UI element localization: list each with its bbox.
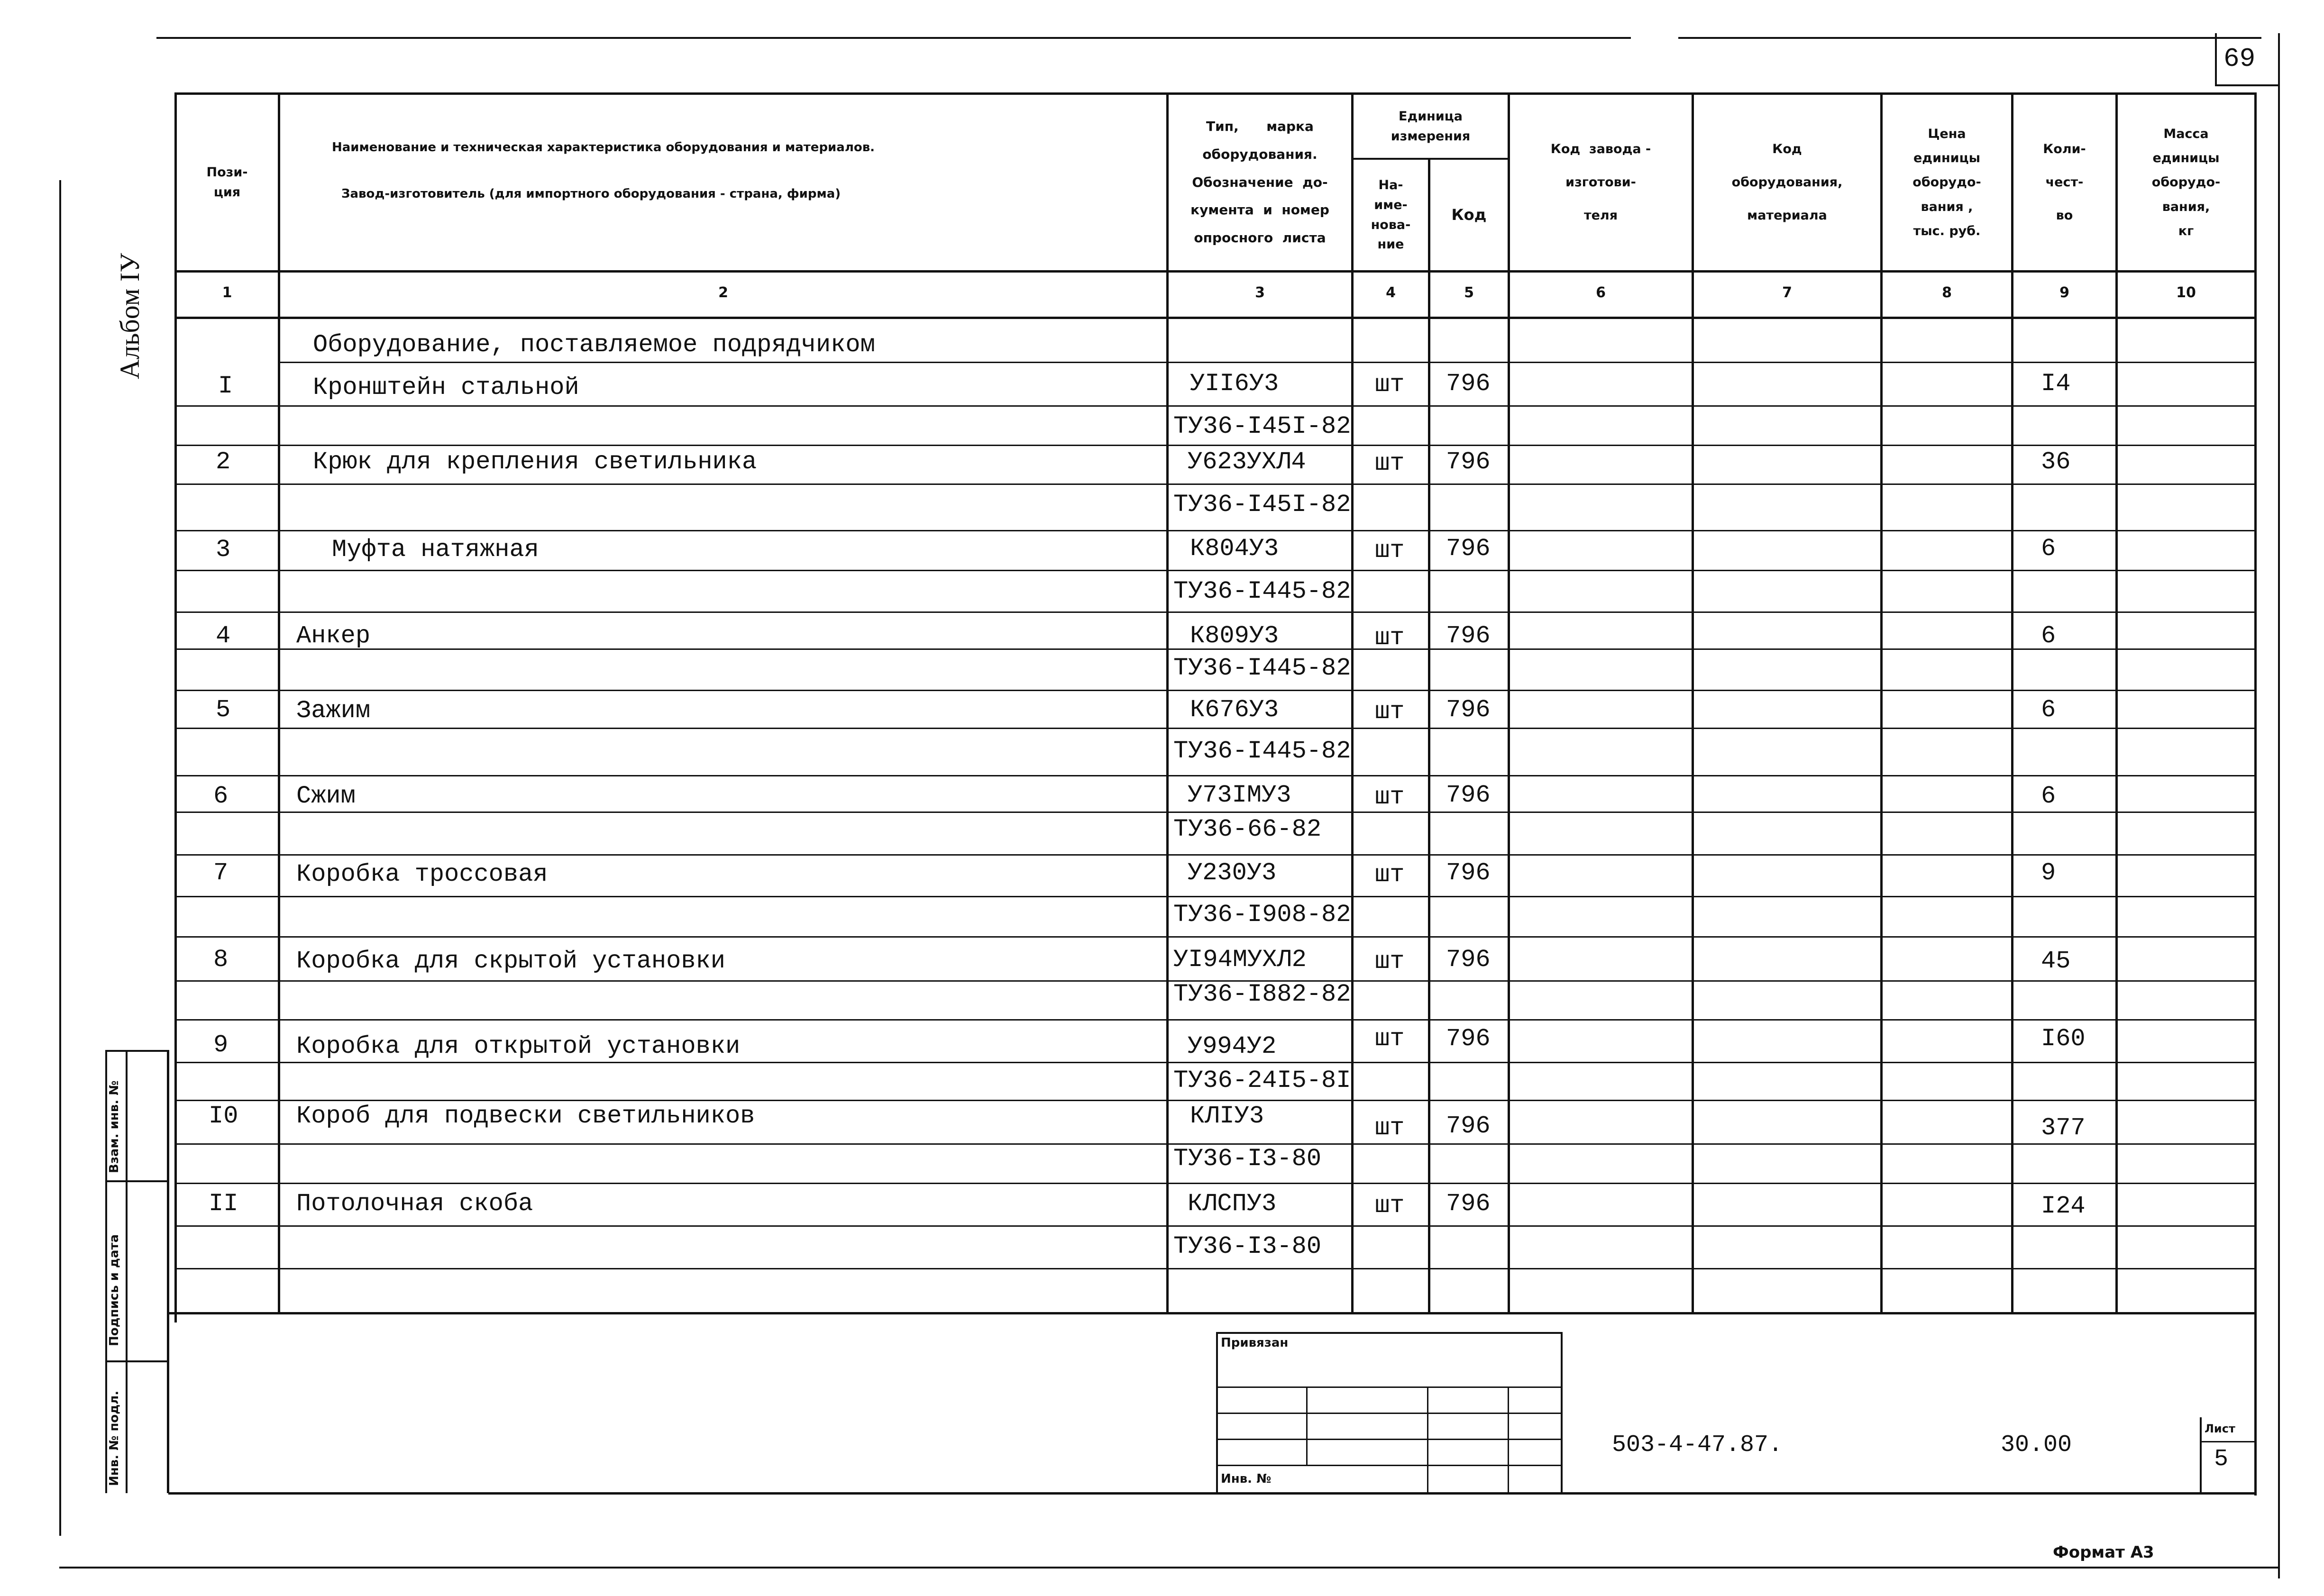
header-name-line1: Наименование и техническая характеристика оборудования и материалов. <box>332 140 875 155</box>
col-sep-7 <box>1880 92 1883 1313</box>
row-3-type: К804У3 <box>1190 535 1279 563</box>
linked-grid-h1 <box>1216 1386 1562 1388</box>
row-line <box>175 530 2257 531</box>
row-line <box>175 1019 2257 1021</box>
sheet-box-left <box>2200 1417 2202 1493</box>
linked-grid-h3 <box>1216 1439 1562 1440</box>
header-plant-code: Код завода - изготови- теля <box>1550 141 1651 223</box>
left-frame <box>59 180 61 1536</box>
col-sep-5 <box>1508 92 1510 1313</box>
col-sep-8 <box>2011 92 2013 1313</box>
row-line <box>175 896 2257 897</box>
side-vzam: Взам. инв. № <box>107 1080 121 1173</box>
row-2-code: 796 <box>1446 448 1491 476</box>
row-9-name: Коробка для открытой установки <box>296 1032 741 1060</box>
row-7-type: У230У3 <box>1188 859 1277 887</box>
table-bottom <box>168 1312 2257 1314</box>
row-7-pos: 7 <box>213 859 229 887</box>
row-line <box>175 570 2257 571</box>
row-1-doc: ТУ36-I45I-82 <box>1173 412 1351 440</box>
sheet-box-split <box>2200 1441 2256 1442</box>
row-7-unit: шт <box>1375 861 1405 889</box>
colnum-5: 5 <box>1464 284 1474 301</box>
linked-grid-v2 <box>1427 1386 1428 1493</box>
col-sep-4 <box>1428 159 1430 1313</box>
stamp-bottom <box>168 1492 2257 1495</box>
row-6-type: У73IМУ3 <box>1188 781 1291 809</box>
row-2-unit: шт <box>1375 449 1405 477</box>
header-position: Пози- ция <box>206 165 248 200</box>
row-line <box>175 1225 2257 1227</box>
row-5-code: 796 <box>1446 696 1491 724</box>
colnum-4: 4 <box>1386 284 1396 301</box>
row-10-name: Короб для подвески светильников <box>296 1102 755 1130</box>
row-8-name: Коробка для скрытой установки <box>296 947 725 975</box>
row-2-type: У623УХЛ4 <box>1188 448 1306 476</box>
row-3-pos: 3 <box>216 536 231 564</box>
colnum-7: 7 <box>1782 284 1792 301</box>
row-6-qty: 6 <box>2041 782 2056 810</box>
row-8-unit: шт <box>1375 948 1405 976</box>
pagenum-box-bottom <box>2215 84 2280 86</box>
row-4-type: К809У3 <box>1190 622 1279 650</box>
linked-label: Привязан <box>1221 1336 1289 1350</box>
col-sep-6 <box>1692 92 1694 1313</box>
page-number: 69 <box>2223 44 2256 74</box>
row-8-qty: 45 <box>2041 947 2071 975</box>
colnum-10: 10 <box>2176 284 2196 301</box>
row-10-unit: шт <box>1375 1114 1405 1142</box>
row-10-type: КЛIУ3 <box>1190 1102 1264 1130</box>
side-sign-date: Подпись и дата <box>107 1234 121 1346</box>
linked-grid-v1 <box>1306 1386 1308 1465</box>
format-label: Формат А3 <box>2053 1543 2154 1562</box>
row-11-name: Потолочная скоба <box>296 1190 533 1218</box>
section-title: Оборудование, поставляемое подрядчиком <box>313 331 875 359</box>
right-frame <box>2278 33 2280 1578</box>
linked-grid-v3 <box>1508 1386 1509 1493</box>
album-label: Альбом IУ <box>114 253 145 379</box>
row-9-pos: 9 <box>213 1031 229 1059</box>
row-7-doc: ТУ36-I908-82 <box>1173 901 1351 929</box>
row-3-qty: 6 <box>2041 535 2056 563</box>
row-4-qty: 6 <box>2041 622 2056 650</box>
row-line <box>175 483 2257 485</box>
linked-grid-h4 <box>1216 1465 1562 1466</box>
row-8-doc: ТУ36-I882-82 <box>1173 980 1351 1008</box>
header-name-line2: Завод-изготовитель (для импортного оборудования - страна, фирма) <box>341 187 841 201</box>
pagenum-box-left <box>2215 33 2217 85</box>
top-rule <box>156 37 1631 39</box>
row-line <box>175 1062 2257 1063</box>
row-6-unit: шт <box>1375 783 1405 811</box>
row-7-code: 796 <box>1446 859 1491 887</box>
header-unit: Единица измерения <box>1391 109 1471 144</box>
row-4-name: Анкер <box>296 622 371 650</box>
row-4-code: 796 <box>1446 622 1491 650</box>
row-9-qty: I60 <box>2041 1025 2086 1053</box>
row-line <box>175 1100 2257 1101</box>
row-4-unit: шт <box>1375 624 1405 652</box>
row-line <box>175 854 2257 856</box>
row-8-pos: 8 <box>213 946 229 974</box>
row-3-doc: ТУ36-I445-82 <box>1173 577 1351 605</box>
row-8-code: 796 <box>1446 946 1491 974</box>
side-strip-top <box>105 1050 168 1052</box>
row-10-pos: I0 <box>209 1102 238 1130</box>
header-quantity: Коли- чест- во <box>2043 141 2086 223</box>
colnum-2: 2 <box>718 284 728 301</box>
row-9-type: У994У2 <box>1188 1032 1277 1060</box>
row-line <box>175 405 2257 407</box>
side-strip-mid <box>126 1050 128 1493</box>
row-11-type: КЛСПУ3 <box>1188 1190 1277 1218</box>
row-1-type: УII6У3 <box>1190 370 1279 398</box>
header-mass: Масса единицы оборудо- вания, кг <box>2151 126 2221 238</box>
row-7-name: Коробка троссовая <box>296 860 548 888</box>
row-1-name: Кронштейн стальной <box>313 374 579 401</box>
row-11-unit: шт <box>1375 1192 1405 1220</box>
row-line <box>175 690 2257 691</box>
row-9-code: 796 <box>1446 1025 1491 1053</box>
row-3-name: Муфта натяжная <box>332 536 539 564</box>
row-3-code: 796 <box>1446 535 1491 563</box>
table-left <box>174 92 177 1322</box>
sheet-code: 30.00 <box>2001 1432 2072 1459</box>
row-2-name: Крюк для крепления светильника <box>313 448 757 476</box>
row-1-unit: шт <box>1375 371 1405 399</box>
linked-grid-h2 <box>1216 1413 1562 1414</box>
row-11-code: 796 <box>1446 1190 1491 1218</box>
row-9-doc: ТУ36-24I5-8I <box>1173 1067 1351 1094</box>
row-11-pos: II <box>209 1190 238 1218</box>
row-6-pos: 6 <box>213 782 229 810</box>
row-1-pos: I <box>218 372 233 400</box>
top-rule-right <box>1678 37 2261 39</box>
colnum-9: 9 <box>2059 284 2069 301</box>
row-5-unit: шт <box>1375 698 1405 726</box>
sheet-label: Лист <box>2205 1422 2235 1435</box>
row-line <box>175 1268 2257 1269</box>
row-10-doc: ТУ36-I3-80 <box>1173 1145 1322 1173</box>
inv-label: Инв. № <box>1221 1472 1272 1486</box>
colnum-6: 6 <box>1596 284 1606 301</box>
row-6-doc: ТУ36-66-82 <box>1173 815 1322 843</box>
row-line <box>175 445 2257 446</box>
row-4-doc: ТУ36-I445-82 <box>1173 654 1351 682</box>
side-inv-podl: Инв. № подл. <box>107 1390 121 1486</box>
row-8-type: УI94МУХЛ2 <box>1173 946 1307 974</box>
row-2-doc: ТУ36-I45I-82 <box>1173 491 1351 519</box>
row-9-unit: шт <box>1375 1025 1405 1053</box>
row-3-unit: шт <box>1375 537 1405 565</box>
row-line <box>278 362 2257 363</box>
row-1-code: 796 <box>1446 370 1491 398</box>
row-line <box>175 936 2257 938</box>
header-price: Цена единицы оборудо- вания , тыс. руб. <box>1912 126 1981 238</box>
header-equipment-code: Код оборудования, материала <box>1731 141 1843 223</box>
side-strip-sep-1 <box>105 1180 168 1182</box>
colnum-bottom <box>175 317 2257 319</box>
sheet-number: 5 <box>2214 1446 2229 1473</box>
row-line <box>175 775 2257 776</box>
row-5-name: Зажим <box>296 697 371 725</box>
row-line <box>175 728 2257 729</box>
row-5-type: К676У3 <box>1190 696 1279 724</box>
colnum-8: 8 <box>1942 284 1952 301</box>
row-7-qty: 9 <box>2041 859 2056 887</box>
header-type: Тип, марка оборудования. Обозначение до- кумента и номер опросного листа <box>1190 119 1329 246</box>
row-2-qty: 36 <box>2041 448 2071 476</box>
row-line <box>175 812 2257 813</box>
row-11-qty: I24 <box>2041 1192 2086 1220</box>
table-right <box>2254 92 2257 1496</box>
col-sep-3 <box>1351 92 1354 1313</box>
row-5-doc: ТУ36-I445-82 <box>1173 737 1351 765</box>
doc-code: 503-4-47.87. <box>1612 1432 1783 1459</box>
row-10-code: 796 <box>1446 1112 1491 1140</box>
col-sep-2 <box>1166 92 1169 1313</box>
linked-box-top <box>1216 1332 1562 1334</box>
colnum-1: 1 <box>222 284 232 301</box>
header-unit-code: Код <box>1451 205 1487 224</box>
row-1-qty: I4 <box>2041 370 2071 398</box>
side-strip-sep-2 <box>105 1360 168 1362</box>
col-sep-1 <box>278 92 280 1313</box>
header-unit-name: На- име- нова- ние <box>1371 177 1411 252</box>
row-2-pos: 2 <box>216 448 231 476</box>
row-5-qty: 6 <box>2041 696 2056 724</box>
row-6-name: Сжим <box>296 782 356 810</box>
row-6-code: 796 <box>1446 781 1491 809</box>
row-5-pos: 5 <box>216 696 231 724</box>
row-11-doc: ТУ36-I3-80 <box>1173 1232 1322 1260</box>
bottom-rule <box>59 1567 2280 1569</box>
header-bottom <box>175 270 2257 273</box>
row-10-qty: 377 <box>2041 1114 2086 1142</box>
colnum-3: 3 <box>1255 284 1265 301</box>
side-strip-right <box>167 1050 169 1493</box>
row-4-pos: 4 <box>216 622 231 650</box>
row-line <box>175 1183 2257 1184</box>
col-sep-9 <box>2115 92 2118 1313</box>
row-line <box>175 611 2257 613</box>
